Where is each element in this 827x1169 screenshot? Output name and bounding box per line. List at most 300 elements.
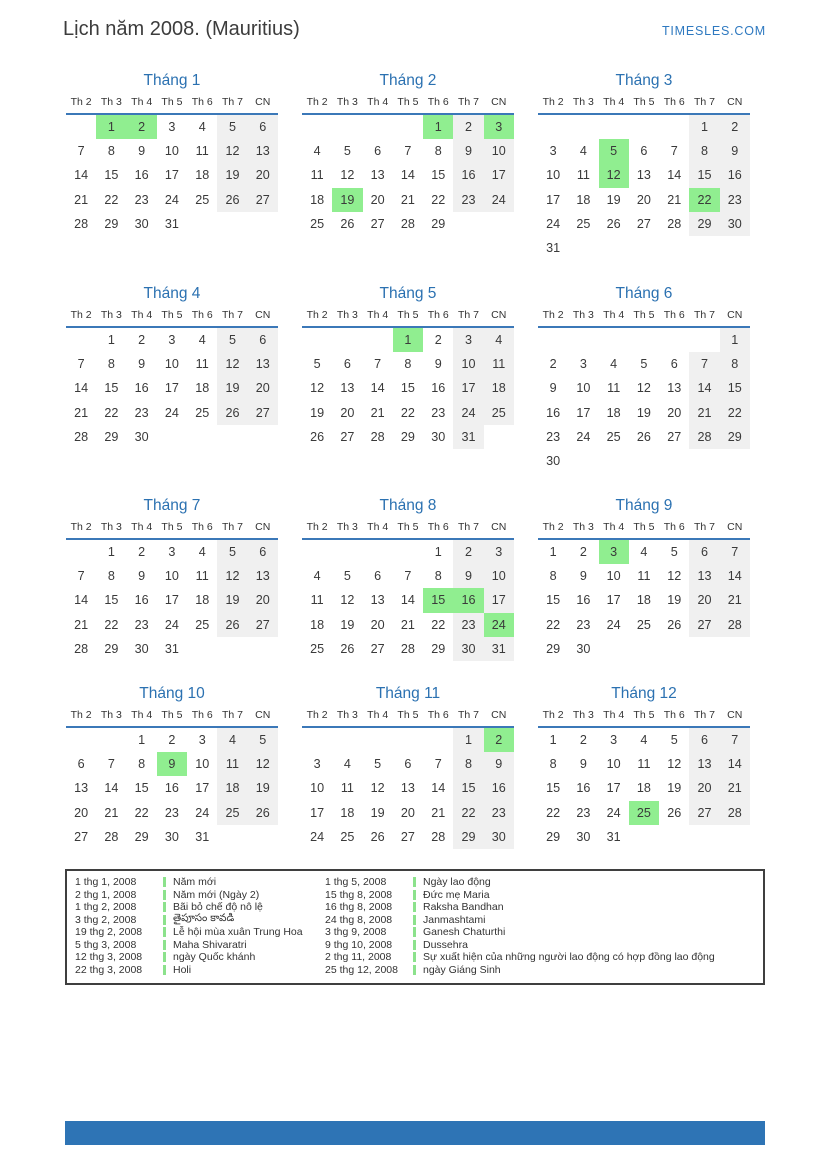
day-cell: 27 — [248, 188, 278, 212]
day-cell-empty — [217, 637, 247, 661]
day-cell-empty — [453, 212, 483, 236]
weekday-label: Th 4 — [127, 308, 157, 328]
day-cell: 13 — [248, 564, 278, 588]
day-cell: 9 — [453, 564, 483, 588]
day-cell: 28 — [400, 641, 415, 656]
day-cell: 25 — [310, 216, 325, 231]
day-cell: 7 — [77, 144, 85, 159]
holiday-tick — [413, 915, 416, 925]
day-cell: 8 — [434, 144, 442, 159]
day-cell: 3 — [579, 357, 587, 372]
day-cell: 5 — [670, 545, 678, 559]
day-cell: 25 — [195, 405, 210, 420]
day-cell: 7 — [404, 144, 412, 159]
day-cell: 9 — [157, 752, 187, 776]
holiday-name: Bãi bỏ chế độ nô lệ — [173, 901, 263, 914]
day-cell: 17 — [606, 781, 621, 796]
day-cell: 21 — [104, 805, 119, 820]
day-cell: 2 — [138, 333, 146, 347]
day-cell: 24 — [310, 829, 325, 844]
day-cell-empty — [248, 425, 278, 449]
day-cell: 27 — [74, 829, 89, 844]
day-cell: 23 — [453, 188, 483, 212]
day-cell: 10 — [164, 144, 179, 159]
day-cell-empty — [720, 236, 750, 260]
day-cell: 18 — [310, 192, 325, 207]
day-cell: 16 — [431, 381, 446, 396]
day-cell: 25 — [195, 617, 210, 632]
day-cell: 23 — [576, 805, 591, 820]
day-cell: 13 — [248, 139, 278, 163]
day-cell-empty — [302, 115, 332, 139]
weekday-label: Th 5 — [393, 95, 423, 115]
day-cell-empty — [393, 540, 423, 564]
day-cell-empty — [217, 825, 247, 849]
day-cell: 6 — [248, 540, 278, 564]
page-title: Lịch năm 2008. (Mauritius) — [63, 18, 300, 40]
holiday-date: 1 thg 1, 2008 — [75, 876, 137, 889]
day-cell: 17 — [195, 781, 210, 796]
day-cell: 27 — [340, 429, 355, 444]
day-cell-empty — [599, 328, 629, 352]
day-cell: 23 — [453, 613, 483, 637]
day-cell: 4 — [484, 328, 514, 352]
day-cell: 3 — [198, 733, 206, 747]
day-cell: 11 — [195, 569, 209, 584]
day-cell: 11 — [637, 757, 651, 772]
day-cell-empty — [659, 637, 689, 661]
day-cell: 18 — [606, 405, 621, 420]
holiday-date: 25 thg 12, 2008 — [325, 963, 398, 976]
holiday-name: Lễ hội mùa xuân Trung Hoa — [173, 926, 303, 939]
day-cell: 20 — [248, 376, 278, 400]
day-cell: 23 — [134, 617, 149, 632]
day-cell: 24 — [164, 405, 179, 420]
day-cell: 20 — [689, 588, 719, 612]
day-cell: 2 — [579, 545, 587, 559]
day-cell-empty — [187, 425, 217, 449]
day-cell: 29 — [453, 825, 483, 849]
day-cell: 28 — [720, 613, 750, 637]
day-cell-empty — [332, 728, 362, 752]
day-cell: 13 — [340, 381, 355, 396]
day-cell: 14 — [689, 376, 719, 400]
day-cell-empty — [248, 212, 278, 236]
day-cell: 12 — [667, 569, 682, 584]
day-cell: 19 — [248, 776, 278, 800]
day-cell-empty — [659, 449, 689, 473]
holiday-row — [75, 926, 325, 939]
day-cell: 23 — [134, 405, 149, 420]
day-cell: 20 — [689, 776, 719, 800]
day-cell: 19 — [606, 192, 621, 207]
day-cell-empty — [659, 236, 689, 260]
day-cell: 6 — [670, 357, 678, 372]
month-table — [302, 520, 514, 661]
weekday-label: Th 7 — [453, 520, 483, 540]
day-cell-empty — [599, 449, 629, 473]
day-cell-empty — [689, 637, 719, 661]
day-cell: 7 — [434, 757, 442, 772]
day-cell: 28 — [720, 801, 750, 825]
day-cell: 16 — [134, 381, 149, 396]
day-cell: 27 — [248, 613, 278, 637]
holiday-row — [75, 914, 325, 927]
day-cell: 30 — [134, 216, 149, 231]
day-cell: 23 — [484, 801, 514, 825]
weekday-label: Th 4 — [599, 520, 629, 540]
legend-box — [65, 869, 765, 985]
month-1 — [66, 68, 278, 281]
weekday-label: Th 5 — [157, 308, 187, 328]
weekday-label: Th 6 — [187, 308, 217, 328]
day-cell: 3 — [599, 540, 629, 564]
day-cell: 29 — [431, 641, 446, 656]
day-cell-empty — [599, 637, 629, 661]
day-cell: 30 — [720, 212, 750, 236]
day-cell: 14 — [431, 781, 446, 796]
day-cell: 15 — [546, 593, 561, 608]
day-cell: 24 — [164, 192, 179, 207]
day-cell: 7 — [689, 352, 719, 376]
day-cell: 18 — [195, 381, 210, 396]
weekday-label: Th 3 — [96, 308, 126, 328]
day-cell: 18 — [195, 593, 210, 608]
weekday-label: Th 3 — [96, 95, 126, 115]
weekday-label: Th 5 — [393, 708, 423, 728]
weekday-label: Th 2 — [302, 95, 332, 115]
weekday-label: CN — [248, 308, 278, 328]
day-cell: 16 — [134, 168, 149, 183]
holiday-tick — [413, 902, 416, 912]
day-cell: 29 — [431, 216, 446, 231]
day-cell-empty — [363, 728, 393, 752]
day-cell: 16 — [576, 781, 591, 796]
month-table — [538, 308, 750, 473]
month-5 — [302, 281, 514, 493]
day-cell: 27 — [400, 829, 415, 844]
day-cell: 31 — [164, 641, 179, 656]
weekday-label: Th 4 — [599, 308, 629, 328]
day-cell: 29 — [104, 641, 119, 656]
day-cell: 8 — [720, 352, 750, 376]
holiday-row — [325, 901, 755, 914]
day-cell: 21 — [667, 192, 682, 207]
day-cell: 6 — [343, 357, 351, 372]
day-cell: 13 — [370, 593, 385, 608]
holiday-date: 5 thg 3, 2008 — [75, 938, 137, 951]
holiday-name: Maha Shivaratri — [173, 938, 247, 951]
month-7 — [66, 493, 278, 681]
day-cell: 31 — [195, 829, 210, 844]
weekday-label: Th 5 — [393, 308, 423, 328]
day-cell: 21 — [400, 192, 415, 207]
weekday-label: Th 4 — [363, 95, 393, 115]
day-cell: 27 — [248, 401, 278, 425]
day-cell: 11 — [607, 381, 621, 396]
weekday-label: Th 6 — [659, 520, 689, 540]
day-cell: 18 — [576, 192, 591, 207]
month-6 — [538, 281, 750, 493]
day-cell: 10 — [576, 381, 591, 396]
day-cell-empty — [568, 328, 598, 352]
day-cell: 9 — [579, 569, 587, 584]
day-cell: 22 — [104, 405, 119, 420]
day-cell-empty — [659, 328, 689, 352]
day-cell-empty — [332, 328, 362, 352]
day-cell: 23 — [576, 617, 591, 632]
day-cell: 26 — [370, 829, 385, 844]
day-cell-empty — [302, 540, 332, 564]
day-cell: 30 — [576, 641, 591, 656]
weekday-label: Th 6 — [423, 308, 453, 328]
day-cell: 25 — [217, 801, 247, 825]
day-cell: 6 — [248, 115, 278, 139]
day-cell-empty — [66, 328, 96, 352]
weekday-label: Th 2 — [538, 708, 568, 728]
day-cell-empty — [187, 212, 217, 236]
day-cell: 18 — [195, 168, 210, 183]
day-cell: 5 — [343, 144, 351, 159]
day-cell: 3 — [168, 545, 176, 559]
day-cell: 28 — [370, 429, 385, 444]
day-cell-empty — [484, 425, 514, 449]
day-cell: 22 — [720, 401, 750, 425]
day-cell: 7 — [404, 569, 412, 584]
month-title: Tháng 2 — [379, 72, 437, 89]
day-cell: 9 — [138, 357, 146, 372]
holiday-row — [75, 939, 325, 952]
day-cell: 4 — [198, 545, 206, 559]
day-cell: 26 — [667, 617, 682, 632]
holiday-tick — [163, 940, 166, 950]
day-cell-empty — [96, 728, 126, 752]
month-table — [66, 708, 278, 849]
day-cell-empty — [720, 449, 750, 473]
day-cell: 10 — [195, 757, 210, 772]
weekday-label: Th 5 — [157, 520, 187, 540]
month-title: Tháng 1 — [143, 72, 201, 89]
month-12 — [538, 681, 750, 849]
day-cell: 14 — [104, 781, 119, 796]
day-cell: 5 — [343, 569, 351, 584]
day-cell: 19 — [636, 405, 651, 420]
day-cell: 23 — [546, 429, 561, 444]
day-cell: 12 — [370, 781, 385, 796]
day-cell: 13 — [636, 168, 651, 183]
day-cell: 7 — [77, 569, 85, 584]
day-cell: 11 — [484, 352, 514, 376]
weekday-label: Th 4 — [127, 520, 157, 540]
holiday-date: 19 thg 2, 2008 — [75, 926, 143, 939]
day-cell: 5 — [599, 139, 629, 163]
day-cell-empty — [568, 236, 598, 260]
day-cell: 18 — [217, 776, 247, 800]
weekday-label: Th 2 — [302, 520, 332, 540]
weekday-label: Th 7 — [689, 308, 719, 328]
day-cell: 22 — [453, 801, 483, 825]
day-cell: 6 — [689, 540, 719, 564]
day-cell: 17 — [164, 381, 179, 396]
day-cell: 11 — [195, 357, 209, 372]
day-cell: 7 — [720, 540, 750, 564]
day-cell: 16 — [164, 781, 179, 796]
weekday-label: Th 2 — [538, 520, 568, 540]
day-cell-empty — [187, 637, 217, 661]
weekday-label: Th 6 — [659, 708, 689, 728]
day-cell: 17 — [453, 376, 483, 400]
day-cell-empty — [689, 236, 719, 260]
holiday-date: 3 thg 9, 2008 — [325, 926, 387, 939]
day-cell: 2 — [168, 733, 176, 747]
weekday-label: Th 5 — [629, 708, 659, 728]
weekday-label: CN — [248, 520, 278, 540]
weekday-label: Th 6 — [423, 95, 453, 115]
day-cell: 28 — [74, 216, 89, 231]
day-cell: 24 — [484, 188, 514, 212]
day-cell: 8 — [107, 144, 115, 159]
day-cell: 1 — [549, 733, 557, 747]
day-cell: 28 — [104, 829, 119, 844]
day-cell: 10 — [310, 781, 325, 796]
weekday-label: Th 3 — [96, 520, 126, 540]
day-cell: 13 — [667, 381, 682, 396]
weekday-label: Th 6 — [659, 95, 689, 115]
day-cell: 11 — [310, 168, 324, 183]
day-cell: 18 — [484, 376, 514, 400]
month-9 — [538, 493, 750, 681]
day-cell: 31 — [606, 829, 621, 844]
day-cell: 8 — [549, 757, 557, 772]
day-cell: 4 — [313, 569, 321, 584]
day-cell: 7 — [107, 757, 115, 772]
day-cell: 31 — [164, 216, 179, 231]
day-cell: 30 — [546, 453, 561, 468]
weekday-label: Th 5 — [157, 95, 187, 115]
day-cell: 30 — [164, 829, 179, 844]
day-cell: 26 — [217, 401, 247, 425]
day-cell: 2 — [434, 333, 442, 347]
day-cell: 16 — [576, 593, 591, 608]
day-cell: 27 — [667, 429, 682, 444]
weekday-label: CN — [484, 308, 514, 328]
day-cell: 1 — [689, 115, 719, 139]
holiday-row — [325, 914, 755, 927]
day-cell: 3 — [313, 757, 321, 772]
weekday-label: Th 4 — [599, 708, 629, 728]
site-link[interactable]: TIMESLES.COM — [661, 24, 766, 38]
day-cell: 1 — [434, 545, 442, 559]
day-cell: 6 — [640, 144, 648, 159]
weekday-label: Th 3 — [568, 708, 598, 728]
day-cell: 23 — [134, 192, 149, 207]
holiday-tick — [163, 927, 166, 937]
weekday-label: Th 2 — [66, 708, 96, 728]
day-cell: 8 — [138, 757, 146, 772]
footer-bar — [65, 1121, 765, 1145]
holiday-date: 12 thg 3, 2008 — [75, 951, 143, 964]
day-cell-empty — [217, 425, 247, 449]
holiday-name: Dussehra — [423, 938, 468, 951]
holiday-row — [325, 876, 755, 889]
day-cell: 21 — [74, 617, 89, 632]
day-cell: 25 — [636, 617, 651, 632]
day-cell: 16 — [134, 593, 149, 608]
day-cell: 19 — [340, 617, 355, 632]
day-cell: 18 — [310, 617, 325, 632]
month-title: Tháng 4 — [143, 285, 201, 302]
weekday-label: Th 7 — [689, 95, 719, 115]
day-cell: 12 — [217, 564, 247, 588]
day-cell: 28 — [667, 216, 682, 231]
day-cell: 15 — [720, 376, 750, 400]
day-cell: 20 — [248, 163, 278, 187]
day-cell: 27 — [370, 641, 385, 656]
day-cell: 20 — [340, 405, 355, 420]
month-10 — [66, 681, 278, 849]
day-cell: 30 — [453, 637, 483, 661]
day-cell: 5 — [640, 357, 648, 372]
weekday-label: Th 4 — [127, 708, 157, 728]
day-cell: 5 — [313, 357, 321, 372]
weekday-label: Th 4 — [363, 708, 393, 728]
day-cell: 22 — [546, 617, 561, 632]
holiday-tick — [163, 877, 166, 887]
day-cell: 29 — [104, 216, 119, 231]
day-cell: 21 — [370, 405, 385, 420]
month-title: Tháng 10 — [139, 685, 205, 702]
day-cell: 24 — [546, 216, 561, 231]
day-cell: 28 — [431, 829, 446, 844]
day-cell: 24 — [606, 617, 621, 632]
holiday-row — [75, 951, 325, 964]
holiday-name: Năm mới — [173, 876, 217, 889]
day-cell: 5 — [670, 733, 678, 747]
day-cell: 5 — [374, 757, 382, 772]
weekday-label: Th 2 — [66, 95, 96, 115]
day-cell: 13 — [689, 752, 719, 776]
day-cell: 28 — [74, 641, 89, 656]
month-table — [302, 308, 514, 449]
day-cell: 12 — [217, 139, 247, 163]
day-cell: 3 — [453, 328, 483, 352]
day-cell: 9 — [138, 569, 146, 584]
day-cell: 29 — [134, 829, 149, 844]
day-cell-empty — [66, 540, 96, 564]
day-cell-empty — [720, 825, 750, 849]
day-cell: 4 — [640, 545, 648, 559]
month-title: Tháng 8 — [379, 497, 437, 514]
holiday-tick — [163, 890, 166, 900]
day-cell: 6 — [374, 569, 382, 584]
day-cell-empty — [484, 212, 514, 236]
weekday-label: Th 3 — [332, 708, 362, 728]
day-cell: 1 — [453, 728, 483, 752]
weekday-label: CN — [484, 95, 514, 115]
day-cell: 15 — [423, 588, 453, 612]
holiday-date: 2 thg 1, 2008 — [75, 888, 137, 901]
day-cell: 6 — [374, 144, 382, 159]
day-cell: 18 — [636, 781, 651, 796]
day-cell: 18 — [636, 593, 651, 608]
day-cell: 15 — [431, 168, 446, 183]
day-cell-empty — [302, 728, 332, 752]
weekday-label: CN — [484, 708, 514, 728]
holiday-name: Sự xuất hiện của những người lao động có hợp đồng lao động — [423, 951, 715, 964]
day-cell: 1 — [107, 545, 115, 559]
day-cell: 6 — [404, 757, 412, 772]
day-cell: 20 — [667, 405, 682, 420]
